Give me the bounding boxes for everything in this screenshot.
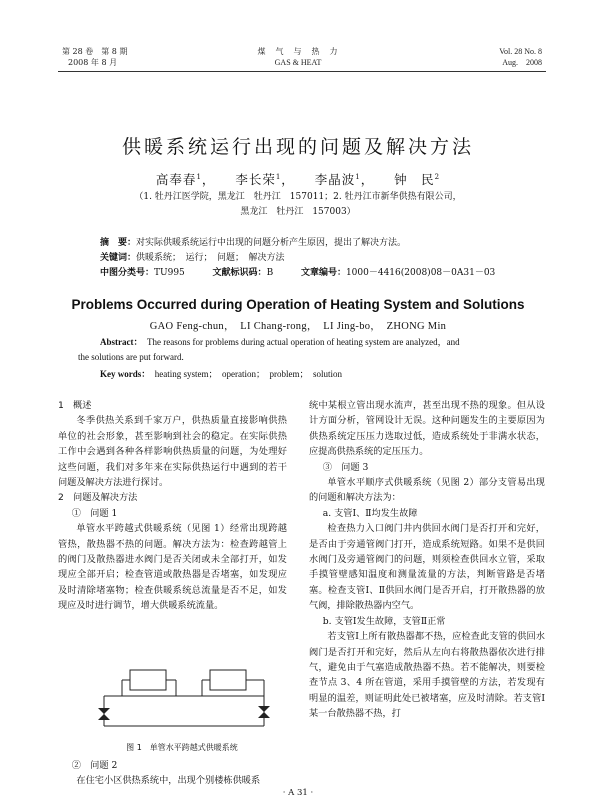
author-affiliation-mark: 2 — [434, 172, 441, 181]
author-name: 李长荣 — [235, 172, 276, 187]
abstract-en-text: The reasons for problems during actual operation of heating system are analyzed，and — [147, 337, 460, 347]
radiator — [130, 670, 166, 690]
paragraph: 统中某根立管出现水流声，甚至出现不热的现象。但从设计方面分析，管网设计无误。这种问题发生的主要原因为供热系统定压压力选取过低，造成系统处于非满水状态，应提高供热系统的定压压力。 — [309, 400, 545, 458]
author-list-zh: 高奉春$^1$， 李长荣$^1$， 李晶波$^1$， 钟 民$^2$ — [155, 172, 441, 187]
abstract-en-continued: the solutions are put forward. — [78, 352, 184, 362]
paragraph: 单管水平顺序式供暖系统（见图 2）部分支管易出现的问题和解决方法为： — [309, 477, 545, 504]
left-column-bottom — [58, 758, 287, 789]
affiliation-line: 黑龙江 牡丹江 157003） — [240, 207, 356, 217]
paragraph: 冬季供热关系到千家万户，供热质量直接影响供热单位的社会形象，甚至影响到社会的稳定。在实际供热工作中会遇到各种各样影响供热质量的问题，为处理好这些问题，我们对多年来在实际供热运行中遇到的若干问题及解决方法进行探讨。 — [58, 415, 287, 489]
author-affiliation-mark: 1 — [275, 172, 282, 181]
journal-date: 2008 年 8 月 — [68, 58, 118, 67]
subsection-heading: ② 问题 2 — [71, 760, 118, 771]
figure-1-caption: 图 1 单管水平跨越式供暖系统 — [126, 743, 238, 752]
keywords-en-label: Key words： — [100, 369, 151, 379]
right-column — [309, 398, 545, 722]
paragraph: 在住宅小区供热系统中，出现个别楼栋供暖系 — [76, 775, 261, 787]
page-number: · A 31 · — [282, 788, 314, 798]
left-column — [58, 398, 287, 614]
abstract-text: 对实际供暖系统运行中出现的问题分析产生原因，提出了解决方法。 — [136, 238, 407, 248]
journal-name: 煤 气 与 热 力 — [257, 47, 339, 56]
figure-1-diagram — [92, 652, 272, 736]
keywords-label: 关键词： — [100, 253, 137, 263]
subsection-heading: a. 支管Ⅰ、Ⅱ均发生故障 — [322, 507, 418, 519]
journal-date-en: Aug. 2008 — [502, 58, 542, 67]
paper-title-en: Problems Occurred during Operation of Heating System and Solutions — [71, 297, 525, 312]
author-list-en: GAO Feng-chun， LI Chang-rong， LI Jing-bo， ZHONG Min — [149, 321, 447, 332]
classification-info — [100, 266, 560, 280]
paragraph: 检查热力入口阀门井内供回水阀门是否打开和完好，是否由于旁通管阀门打开，造成系统短路。如果不是供回水阀门及旁通管阀门的问题，则须检查供回水立管，采取手摸管壁感知温度和测量流量的方法，判断管路是否堵塞。检查支管Ⅰ、Ⅱ供回水阀门是否开启，打开散热器的放气阀，排除散热器内空气。 — [309, 523, 545, 612]
subsection-heading: ① 问题 1 — [71, 507, 118, 519]
abstract-label: 摘 要： — [100, 238, 137, 248]
abstract-zh — [100, 236, 540, 250]
doc-code-value: B — [266, 268, 274, 278]
section-heading: 1 概述 — [58, 400, 92, 411]
abstract-en — [100, 335, 540, 350]
journal-name-en: GAS & HEAT — [274, 58, 322, 67]
keywords-text: 供暖系统； 运行； 问题； 解决方法 — [136, 253, 285, 263]
keywords-en-text: heating system； operation； problem； solution — [154, 369, 342, 379]
author-affiliation-mark: 1 — [196, 172, 202, 181]
radiator — [210, 670, 246, 690]
section-heading: 2 问题及解决方法 — [58, 492, 138, 504]
paper-title-zh: 供暖系统运行出现的问题及解决方法 — [121, 136, 474, 158]
keywords-en — [100, 367, 540, 382]
author-name: 李晶波 — [314, 172, 356, 187]
affiliation-line: （1. 牡丹江医学院，黑龙江 牡丹江 157011；2. 牡丹江市新华供热有限公司， — [134, 192, 462, 202]
author-name: 高奉春 — [155, 172, 197, 187]
subsection-heading: ③ 问题 3 — [322, 461, 369, 473]
author-affiliation-mark: 1 — [355, 172, 361, 181]
paragraph: 若支管Ⅰ上所有散热器都不热，应检查此支管的供回水阀门是否打开和完好，然后从左向右将散热器依次进行排气，避免由于气塞造成散热器不热。若不能解决，则要检查节点 3、4 所在管道，采用手摸管壁的方法，若发现有明显的温差，则证明此处已被堵塞，应及时清除。若支管Ⅰ某一台散热器不热，打 — [309, 631, 545, 720]
clc-value: TU995 — [154, 268, 185, 278]
clc-label: 中图分类号： — [100, 268, 155, 278]
keywords-zh — [100, 251, 540, 265]
journal-volume: 第 28 卷 第 8 期 — [62, 47, 128, 56]
article-no-value: 1000－4416(2008)08－0A31－03 — [345, 268, 496, 278]
valve-icon — [98, 706, 270, 720]
header-rule — [58, 71, 546, 72]
paragraph: 单管水平跨越式供暖系统（见图 1）经常出现跨越管热，散热器不热的问题。解决方法为：检查跨越管上的阀门及散热器进水阀门是否关闭或未全部打开，如发现应全部开启；检查管道或散热器是否堵塞，如发现应及时清除堵塞物；检查供暖系统总流量是否不足，如发现应及时进行调节，增大供暖系统流量。 — [58, 523, 287, 612]
author-name: 钟 民 — [394, 172, 435, 187]
subsection-heading: b. 支管Ⅰ发生故障，支管Ⅱ正常 — [322, 615, 446, 627]
doc-code-label: 文献标识码： — [212, 268, 267, 278]
affiliation-zh — [110, 190, 486, 220]
article-no-label: 文章编号： — [300, 268, 346, 278]
abstract-en-label: Abstract： — [100, 337, 143, 347]
journal-volume-en: Vol. 28 No. 8 — [499, 47, 542, 56]
